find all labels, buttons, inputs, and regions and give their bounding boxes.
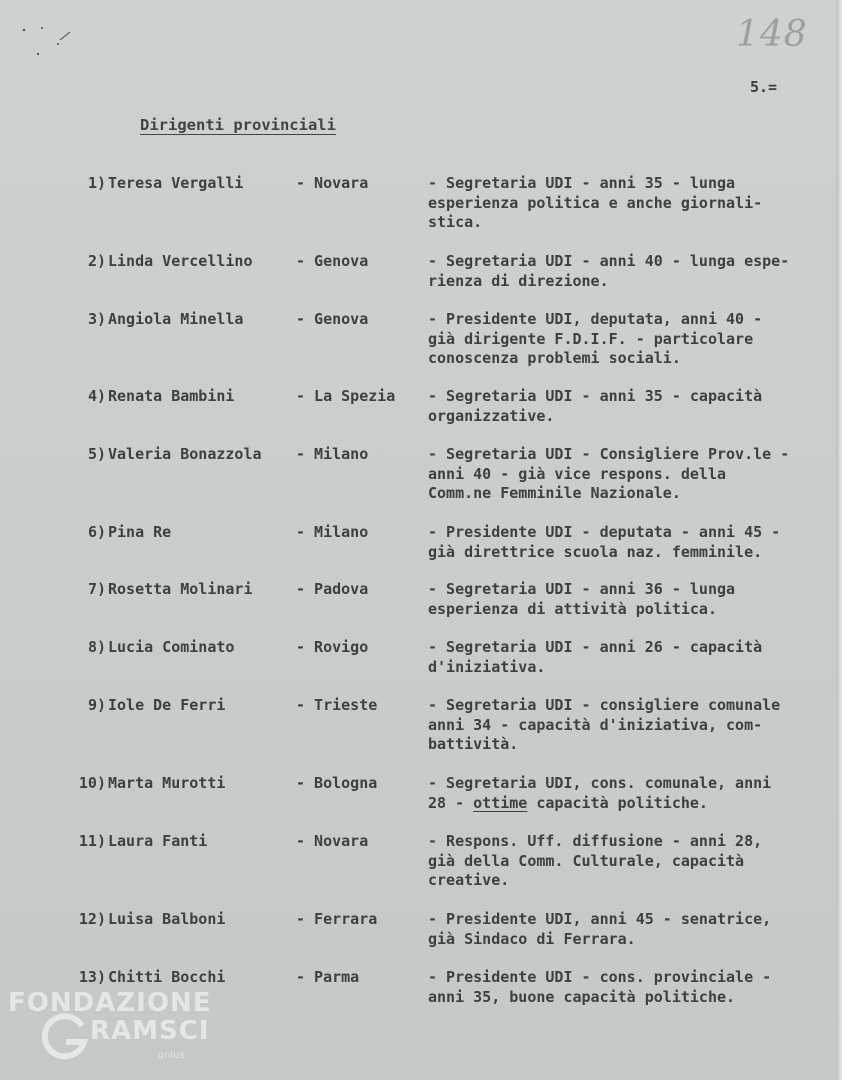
watermark-sub: onlus	[158, 1050, 185, 1061]
description-line: rienza di direzione.	[428, 271, 609, 290]
entry-number: 11)	[78, 832, 106, 850]
description-line: - Segretaria UDI - anni 35 - lunga	[428, 174, 736, 192]
description-line: già Sindaco di Ferrara.	[428, 929, 636, 948]
description-line: - Respons. Uff. diffusione - anni 28,	[428, 832, 763, 850]
entry-number: 1)	[87, 174, 106, 192]
underlined-word: ottime	[473, 793, 528, 812]
description-line: esperienza politica e anche giornali-	[428, 193, 763, 212]
entry-name: Lucia Cominato	[108, 638, 235, 656]
description-line: - Presidente UDI - cons. provinciale -	[428, 968, 772, 986]
entry-name: Marta Murotti	[108, 774, 226, 792]
entry-name: Renata Bambini	[108, 387, 235, 405]
entry-number: 4)	[87, 387, 106, 405]
entry-name: Rosetta Molinari	[108, 580, 253, 598]
description-line: - Segretaria UDI - anni 36 - lunga	[428, 580, 736, 598]
entry-city: - Padova	[296, 580, 369, 598]
entry-description	[428, 387, 838, 426]
watermark-line2: RAMSCI	[90, 1016, 210, 1046]
description-line: - Presidente UDI, deputata, anni 40 -	[428, 310, 763, 328]
description-line: anni 40 - già vice respons. della	[428, 464, 727, 483]
entry-number: 7)	[87, 580, 106, 598]
description-line: Comm.ne Femminile Nazionale.	[428, 484, 681, 502]
entry-city: - Novara	[296, 832, 369, 850]
ink-specks	[20, 18, 80, 58]
entry-name: Valeria Bonazzola	[108, 445, 262, 463]
description-line: conoscenza problemi sociali.	[428, 349, 681, 367]
entry-description	[428, 638, 838, 677]
description-line: già direttrice scuola naz. femminile.	[428, 542, 763, 561]
entry-description	[428, 968, 838, 1007]
entry-description	[428, 580, 838, 619]
entry-city: - Novara	[296, 174, 369, 192]
entry-city: - La Spezia	[296, 387, 396, 405]
entry-description	[428, 310, 838, 369]
description-line: - Segretaria UDI - Consigliere Prov.le -	[428, 445, 790, 463]
entry-name: Pina Re	[108, 523, 172, 541]
description-line: - Segretaria UDI - anni 26 - capacità	[428, 638, 763, 656]
entry-number: 6)	[87, 523, 106, 541]
description-line: - Segretaria UDI, cons. comunale, anni	[428, 774, 772, 792]
entry-number: 3)	[87, 310, 106, 328]
entry-name: Iole De Ferri	[108, 696, 226, 714]
entry-number: 5)	[87, 445, 106, 463]
entry-description	[428, 252, 838, 291]
entry-city: - Bologna	[296, 774, 378, 792]
description-line: battività.	[428, 735, 519, 753]
entry-number: 2)	[87, 252, 106, 270]
entry-number: 13)	[78, 968, 106, 986]
entry-description	[428, 174, 838, 233]
entry-name: Teresa Vergalli	[108, 174, 244, 192]
entry-description	[428, 774, 838, 813]
page-number: 5.=	[750, 78, 778, 96]
entry-city: - Rovigo	[296, 638, 369, 656]
entry-name: Chitti Bocchi	[108, 968, 226, 986]
entry-city: - Milano	[296, 523, 369, 541]
description-line: - Presidente UDI - deputata - anni 45 -	[428, 523, 781, 541]
entry-name: Linda Vercellino	[108, 252, 253, 270]
archive-number: 148	[736, 14, 808, 55]
entry-description	[428, 832, 838, 891]
description-line: anni 34 - capacità d'iniziativa, com-	[428, 715, 763, 734]
description-line: già dirigente F.D.I.F. - particolare	[428, 329, 754, 348]
watermark-line1: FONDAZIONE	[8, 988, 212, 1018]
description-line: anni 35, buone capacità politiche.	[428, 987, 736, 1006]
description-line: organizzative.	[428, 406, 555, 425]
entry-city: - Genova	[296, 252, 369, 270]
entry-description	[428, 445, 838, 504]
entry-description	[428, 523, 838, 562]
description-line: esperienza di attività politica.	[428, 599, 717, 618]
description-line: - Segretaria UDI - anni 40 - lunga espe-	[428, 252, 790, 270]
entry-number: 9)	[87, 696, 106, 714]
entry-city: - Parma	[296, 968, 360, 986]
page-title: Dirigenti provinciali	[140, 116, 336, 134]
entry-name: Laura Fanti	[108, 832, 208, 850]
entry-number: 8)	[87, 638, 106, 656]
entry-description	[428, 696, 838, 755]
entry-name: Luisa Balboni	[108, 910, 226, 928]
entry-city: - Trieste	[296, 696, 378, 714]
description-line: stica.	[428, 213, 483, 231]
description-line: - Presidente UDI, anni 45 - senatrice,	[428, 910, 772, 928]
description-line: - Segretaria UDI - anni 35 - capacità	[428, 387, 763, 405]
description-line: creative.	[428, 871, 510, 889]
description-line: - Segretaria UDI - consigliere comunale	[428, 696, 781, 714]
description-line: già della Comm. Culturale, capacità	[428, 851, 745, 870]
entry-number: 12)	[78, 910, 106, 928]
entry-number: 10)	[78, 774, 106, 792]
entry-city: - Ferrara	[296, 910, 378, 928]
description-line: d'iniziativa.	[428, 657, 546, 676]
entry-description	[428, 910, 838, 949]
watermark-g-icon	[38, 1012, 90, 1064]
entry-name: Angiola Minella	[108, 310, 244, 328]
description-line: 28 - ottime capacità politiche.	[428, 793, 708, 812]
entry-city: - Genova	[296, 310, 369, 328]
entry-city: - Milano	[296, 445, 369, 463]
watermark-logo	[8, 988, 228, 1076]
